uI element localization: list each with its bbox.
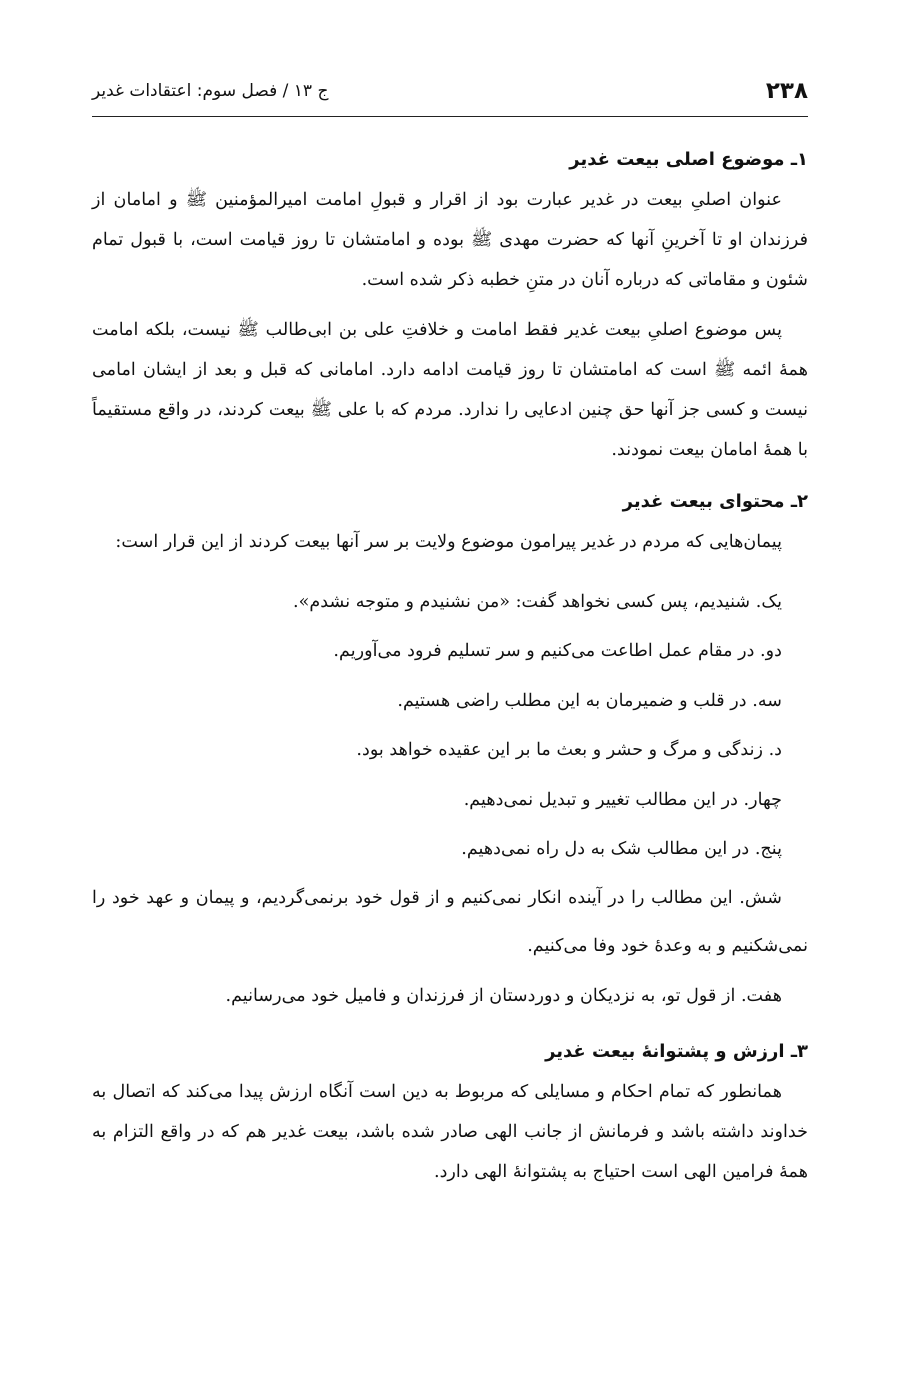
list-item: شش. این مطالب را در آینده انکار نمی‌کنیم و از قول خود برنمی‌گردیم، و پیمان و عهد خود را نمی‌شکنیم و به وعدهٔ خود وفا می‌کنیم. bbox=[92, 888, 808, 957]
page-number: ۲۳۸ bbox=[765, 78, 808, 104]
list-item: د. زندگی و مرگ و حشر و بعث ما بر این عقیده خواهد بود. bbox=[356, 740, 782, 761]
list-item: سه. در قلب و ضمیرمان به این مطلب راضی هستیم. bbox=[397, 690, 782, 711]
section-heading-3: ۳ـ ارزش و پشتوانهٔ بیعت غدیر bbox=[545, 1040, 808, 1062]
paragraph: پیمان‌هایی که مردم در غدیر پیرامون موضوع ولایت بر سر آنها بیعت کردند از این قرار است: bbox=[115, 532, 782, 552]
list-item: چهار. در این مطالب تغییر و تبدیل نمی‌دهیم. bbox=[463, 789, 782, 810]
paragraph: عنوان اصلیِ بیعت در غدیر عبارت بود از اقرار و قبولِ امامت امیرالمؤمنین ﷺ و امامان از فرزندان او تا آخرینِ آنها که حضرت مهدی ﷺ بوده و امامتشان تا روز قیامت است، با قبول تمام شئون و مقاماتی که درباره آنان در متنِ خطبه ذکر شده است. bbox=[92, 190, 808, 290]
pledge-list bbox=[92, 578, 808, 1022]
paragraph: همانطور که تمام احکام و مسایلی که مربوط به دین است آنگاه ارزش پیدا می‌کند که اتصال به خداوند داشته باشد و فرمانش از جانب الهی صادر شده باشد، بیعت غدیر هم که در واقع التزام به همهٔ فرامین الهی است احتیاج به پشتوانهٔ الهی دارد. bbox=[92, 1081, 808, 1182]
section-heading-1: ۱ـ موضوع اصلی بیعت غدیر bbox=[569, 149, 808, 170]
list-item: یک. شنیدیم، پس کسی نخواهد گفت: «من نشنیدم و متوجه نشدم». bbox=[293, 592, 782, 612]
list-item: دو. در مقام عمل اطاعت می‌کنیم و سر تسلیم فرود می‌آوریم. bbox=[333, 641, 782, 662]
list-item: پنج. در این مطالب شک به دل راه نمی‌دهیم. bbox=[461, 839, 782, 860]
list-item: هفت. از قول تو، به نزدیکان و دوردستان از فرزندان و فامیل خود می‌رسانیم. bbox=[225, 986, 782, 1007]
page-header bbox=[92, 66, 808, 117]
paragraph: پس موضوع اصلیِ بیعت غدیر فقط امامت و خلافتِ علی بن ابی‌طالب ﷺ نیست، بلکه امامت همهٔ ائمه ﷺ است که امامتشان تا روز قیامت ادامه دارد. امامانی که قبل و بعد از ایشان امامی نیست و کسی جز آنها حق چنین ادعایی را ندارد. مردم که با علی ﷺ بیعت کردند، در واقع مستقیماً با همهٔ امامان بیعت نمودند. bbox=[92, 320, 808, 460]
page-body bbox=[92, 140, 808, 1192]
running-head: ج ۱۳ / فصل سوم: اعتقادات غدیر bbox=[92, 81, 329, 101]
section-heading-2: ۲ـ محتوای بیعت غدیر bbox=[622, 491, 808, 512]
